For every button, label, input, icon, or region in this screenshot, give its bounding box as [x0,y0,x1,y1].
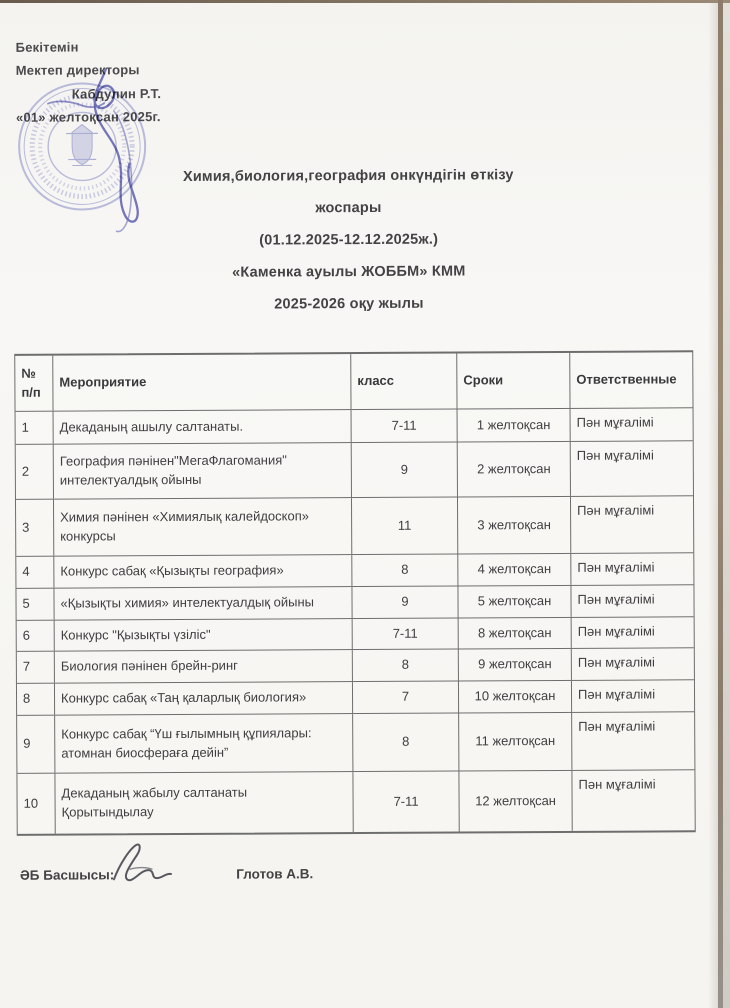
table-row [16,585,693,621]
footer-signer-name: Глотов А.В. [236,866,314,882]
row-responsible: Пән мұғалімі [577,559,655,575]
row-num: 1 [16,412,54,444]
row-date: 9 желтоқсан [459,649,572,681]
table-row [16,553,693,589]
row-responsible: Пән мұғалімі [577,654,655,670]
row-activity: Декаданың жабылу салтанаты Қорытындылау [55,772,353,834]
director-signature [15,51,209,252]
row-activity: Биология пәнінен брейн-ринг [55,650,353,683]
row-grade: 8 [352,555,458,587]
title-line-2: жоспары [315,199,382,217]
table-row [16,496,693,557]
table-row [17,712,694,774]
footer-role-label: ӘБ Басшысы: [19,867,115,883]
row-date: 4 желтоқсан [458,554,571,586]
row-responsible: Пән мұғалімі [576,447,654,463]
table-header-row [15,352,692,412]
photo-right-background [723,0,730,1008]
row-responsible: Пән мұғалімі [577,623,655,639]
row-grade: 7 [353,682,459,714]
table-row [16,441,693,500]
row-grade: 9 [352,587,458,619]
table-row [17,770,694,834]
paper-right-edge [718,0,723,1008]
row-responsible: Пән мұғалімі [577,502,655,518]
row-responsible: Пән мұғалімі [578,776,656,792]
row-num: 3 [16,500,54,556]
row-num: 10 [17,774,55,834]
row-responsible: Пән мұғалімі [577,591,655,607]
table-row [17,617,694,652]
row-date: 10 желтоқсан [459,681,572,713]
title-line-3: (01.12.2025-12.12.2025ж.) [259,231,439,249]
paper-right-shadow [708,0,718,1008]
row-grade: 8 [353,714,459,772]
header-activity: Мероприятие [53,354,351,411]
row-date: 3 желтоқсан [458,497,571,554]
row-date: 8 желтоқсан [459,618,572,649]
table-row [17,680,694,716]
row-activity: Декаданың ашылу салтанаты. [54,410,352,444]
row-num: 7 [17,652,55,683]
approver-name: Кабдулин Р.Т. [71,86,162,102]
approver-role: Мектеп директоры [15,62,140,78]
row-date: 5 желтоқсан [458,586,571,618]
header-num [15,356,53,411]
row-date: 11 желтоқсан [459,713,572,771]
row-grade: 7-11 [353,772,459,833]
approval-word: Бекітемін [15,39,79,55]
row-date: 2 желтоқсан [458,442,571,497]
row-grade: 11 [352,498,458,555]
header-num-bottom: п/п [21,384,41,400]
row-activity: Конкурс "Қызықты үзіліс" [55,619,353,651]
row-activity: Конкурс сабақ «Қызықты география» [54,555,352,588]
title-line-5: 2025-2026 оқу жылы [274,295,424,313]
table-row [16,408,693,445]
row-num: 6 [17,621,55,651]
events-table [14,350,696,836]
row-activity: Химия пәнінен «Химиялық калейдоскоп» конкурсы [54,498,352,556]
row-date: 1 желтоқсан [458,409,571,442]
row-responsible: Пән мұғалімі [578,718,656,734]
header-grade: класс [351,354,457,410]
row-num: 4 [16,557,54,588]
row-activity: «Қызықты химия» интелектуалдық ойыны [54,587,352,620]
row-responsible: Пән мұғалімі [577,686,656,702]
row-date: 12 желтоқсан [459,771,572,832]
header-dates: Сроки [457,353,570,409]
row-grade: 7-11 [352,410,458,443]
row-num: 9 [17,716,55,773]
table-row [17,648,694,684]
row-responsible: Пән мұғалімі [576,414,654,430]
approval-date: «01» желтоқсан 2025г. [15,109,161,125]
row-num: 2 [16,445,54,499]
row-activity: Конкурс сабақ «Таң қаларлық биология» [55,682,353,715]
footer-signature [100,837,190,893]
row-num: 5 [16,589,54,620]
row-grade: 9 [352,443,458,498]
header-num-top: № [21,365,36,381]
header-responsible: Ответственные [576,371,677,387]
title-line-4: «Каменка ауылы ЖОББМ» КММ [232,263,466,281]
row-activity: Конкурс сабақ “Үш ғылымның құпиялары: атомнан биосфераға дейін” [55,714,353,773]
row-num: 8 [17,684,55,715]
row-grade: 8 [353,650,459,682]
title-line-1: Химия,биология,география онкүндігін өткізу [182,167,514,185]
photo-top-edge [0,0,730,3]
row-activity: География пәнінен"МегаФлагомания" интелектуалдық ойыны [54,443,352,499]
row-grade: 7-11 [353,619,459,650]
